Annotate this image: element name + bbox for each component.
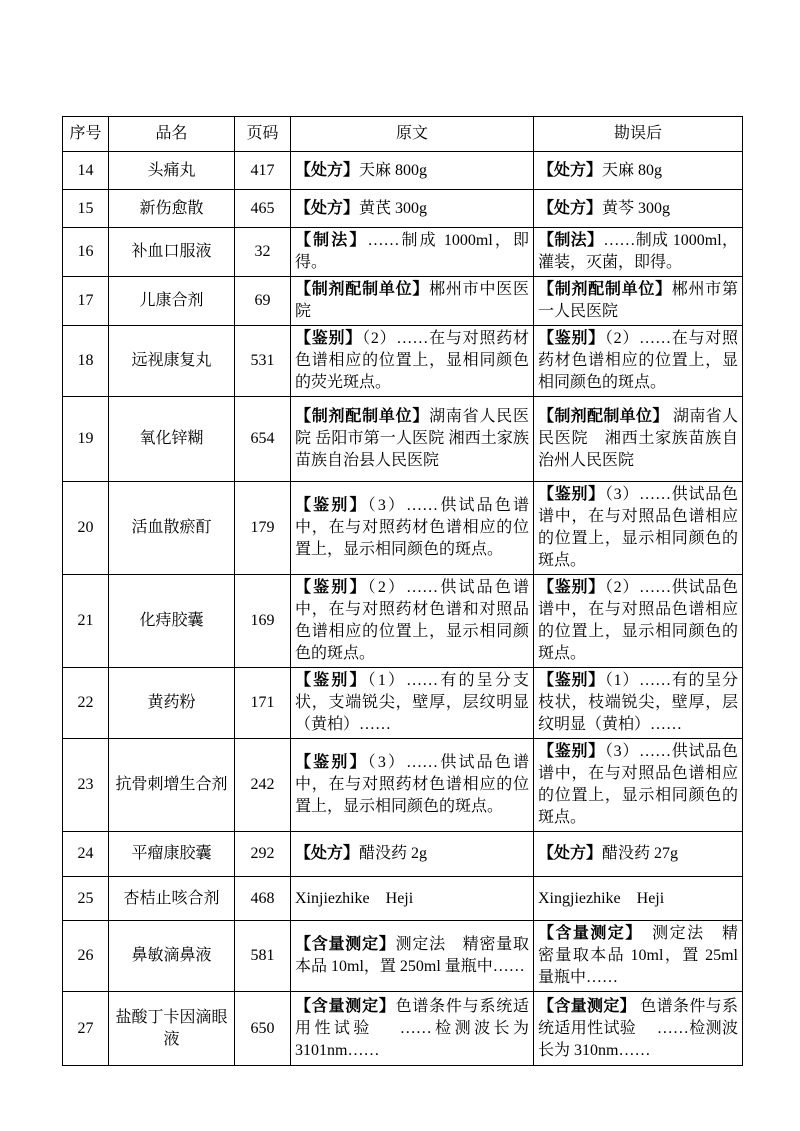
section-tag: 【制法】 — [538, 232, 604, 249]
corrected-text-cell — [534, 190, 743, 228]
original-text-cell — [291, 326, 534, 397]
page-number: 242 — [250, 776, 275, 793]
product-name-cell — [109, 668, 235, 739]
row-index-cell — [63, 921, 109, 992]
table-row — [63, 397, 743, 482]
corrected-text-cell — [534, 277, 743, 326]
row-index-cell — [63, 739, 109, 832]
original-text-cell — [291, 832, 534, 877]
original-text-cell — [291, 877, 534, 921]
original-text: 郴州市中医医院 — [295, 281, 529, 320]
product-name-cell — [109, 575, 235, 668]
product-name-cell — [109, 992, 235, 1066]
page-number: 465 — [250, 199, 275, 217]
corrected-text-cell — [534, 397, 743, 482]
section-tag: 【鉴别】 — [538, 743, 605, 760]
page-number-cell — [235, 326, 291, 397]
section-tag: 【鉴别】 — [538, 579, 605, 596]
corrected-text-cell — [534, 832, 743, 877]
errata-table — [62, 116, 743, 1066]
page-number: 654 — [250, 430, 275, 447]
product-name-cell — [109, 277, 235, 326]
corrected-text-cell — [534, 326, 743, 397]
page-number-cell — [235, 992, 291, 1066]
corrected-text: 色谱条件与系统适用性试验 ……检测波长为 310nm…… — [538, 997, 738, 1059]
page-number-cell — [235, 668, 291, 739]
product-name: 儿康合剂 — [139, 292, 204, 309]
section-tag: 【处方】 — [295, 161, 360, 179]
product-name: 新伤愈散 — [139, 199, 204, 217]
original-text: （3）……供试品色谱中，在与对照药材色谱相应的位置上，显示相同颜色的斑点。 — [295, 497, 529, 558]
row-index: 27 — [77, 1019, 94, 1037]
original-text: （2）……在与对照药材色谱相应的位置上，显相同颜色的荧光斑点。 — [295, 330, 529, 391]
product-name: 活血散瘀酊 — [131, 519, 212, 536]
original-text-cell — [291, 575, 534, 668]
column-header-index: 序号 — [63, 117, 109, 152]
page-number: 581 — [250, 947, 275, 964]
corrected-text-cell — [534, 228, 743, 277]
page-number-cell — [235, 152, 291, 190]
row-index-cell — [63, 228, 109, 277]
page-number-cell — [235, 190, 291, 228]
corrected-text-cell — [534, 921, 743, 992]
section-tag: 【含量测定】 — [538, 997, 636, 1015]
original-text: 湖南省人民医院 岳阳市第一人医院 湘西土家族苗族自治县人民医院 — [295, 408, 529, 469]
row-index: 14 — [77, 161, 94, 179]
row-index: 19 — [77, 430, 94, 447]
row-index-cell — [63, 397, 109, 482]
original-text-cell — [291, 190, 534, 228]
original-text: （3）……供试品色谱中，在与对照药材色谱相应的位置上，显示相同颜色的斑点。 — [295, 754, 529, 815]
row-index: 26 — [77, 947, 94, 964]
corrected-text-cell — [534, 668, 743, 739]
section-tag: 【含量测定】 — [295, 997, 396, 1015]
page-number-cell — [235, 228, 291, 277]
product-name-cell — [109, 152, 235, 190]
original-text-cell — [291, 152, 534, 190]
table-row — [63, 575, 743, 668]
column-header-original: 原文 — [291, 117, 534, 152]
original-text-cell — [291, 397, 534, 482]
table-row — [63, 668, 743, 739]
header-row — [63, 117, 743, 152]
table-row — [63, 326, 743, 397]
product-name: 远视康复丸 — [131, 352, 212, 369]
original-text: 天麻 800g — [359, 161, 428, 179]
section-tag: 【鉴别】 — [295, 579, 368, 596]
page-number: 417 — [250, 161, 275, 179]
table-row — [63, 832, 743, 877]
section-tag: 【处方】 — [295, 845, 360, 862]
original-text-cell — [291, 992, 534, 1066]
corrected-text-cell — [534, 482, 743, 575]
product-name-cell — [109, 877, 235, 921]
product-name: 头痛丸 — [147, 161, 196, 179]
section-tag: 【含量测定】 — [538, 925, 635, 942]
original-text-cell — [291, 668, 534, 739]
table-row — [63, 921, 743, 992]
corrected-text: 天麻 80g — [602, 161, 663, 179]
row-index: 23 — [77, 776, 94, 793]
column-header-corrected: 勘误后 — [534, 117, 743, 152]
page-number: 32 — [254, 243, 271, 260]
section-tag: 【鉴别】 — [538, 672, 605, 689]
product-name: 抗骨刺增生合剂 — [115, 776, 228, 793]
product-name-cell — [109, 190, 235, 228]
section-tag: 【鉴别】 — [295, 754, 368, 771]
product-name: 黄药粉 — [147, 694, 196, 711]
section-tag: 【处方】 — [538, 161, 603, 179]
product-name: 氧化锌糊 — [139, 430, 204, 447]
page-number: 179 — [250, 519, 275, 536]
corrected-text: 黄芩 300g — [602, 199, 671, 217]
original-text: （2）……供试品色谱中，在与对照药材色谱和对照品色谱相应的位置上，显示相同颜色的斑点。 — [295, 579, 529, 662]
column-header-name: 品名 — [109, 117, 235, 152]
original-text: Xinjiezhike Heji — [295, 889, 414, 907]
page-number-cell — [235, 575, 291, 668]
row-index-cell — [63, 877, 109, 921]
product-name-cell — [109, 326, 235, 397]
row-index: 22 — [77, 694, 94, 711]
row-index-cell — [63, 575, 109, 668]
corrected-text: Xingjiezhike Heji — [538, 889, 665, 907]
page-number: 169 — [250, 612, 275, 629]
row-index-cell — [63, 482, 109, 575]
row-index-cell — [63, 277, 109, 326]
page-number-cell — [235, 739, 291, 832]
product-name: 化痔胶囊 — [139, 612, 204, 629]
section-tag: 【处方】 — [538, 845, 603, 862]
page-number: 531 — [250, 352, 275, 369]
product-name: 盐酸丁卡因滴眼液 — [115, 1008, 228, 1048]
row-index: 17 — [77, 292, 94, 309]
row-index: 24 — [77, 845, 94, 862]
page-number: 292 — [250, 845, 275, 862]
table-row — [63, 190, 743, 228]
row-index: 15 — [77, 199, 94, 217]
original-text: （1）……有的呈分支状，支端锐尖，壁厚，层纹明显（黄柏）…… — [295, 672, 529, 733]
product-name-cell — [109, 482, 235, 575]
section-tag: 【处方】 — [538, 199, 603, 217]
corrected-text: ……制成 1000ml，灌装，灭菌，即得。 — [538, 232, 738, 271]
corrected-text-cell — [534, 992, 743, 1066]
corrected-text-cell — [534, 575, 743, 668]
table-row — [63, 277, 743, 326]
corrected-text-cell — [534, 877, 743, 921]
row-index: 25 — [77, 889, 94, 907]
corrected-text: （1）……有的呈分枝状，枝端锐尖，壁厚，层纹明显（黄柏）…… — [538, 672, 738, 733]
corrected-text: 醋没药 27g — [602, 845, 679, 862]
product-name: 鼻敏滴鼻液 — [131, 947, 212, 964]
row-index: 21 — [77, 612, 94, 629]
table-row — [63, 482, 743, 575]
corrected-text-cell — [534, 152, 743, 190]
original-text-cell — [291, 482, 534, 575]
corrected-text: （2）……供试品色谱中，在与对照品色谱相应的位置上，显示相同颜色的斑点。 — [538, 579, 738, 662]
column-header-page: 页码 — [235, 117, 291, 152]
product-name-cell — [109, 739, 235, 832]
row-index-cell — [63, 668, 109, 739]
original-text: 醋没药 2g — [359, 845, 428, 862]
section-tag: 【处方】 — [295, 199, 360, 217]
section-tag: 【鉴别】 — [538, 486, 605, 503]
corrected-text-cell — [534, 739, 743, 832]
table-row — [63, 992, 743, 1066]
original-text: 色谱条件与系统适用性试验 ……检测波长为 3101nm…… — [295, 997, 529, 1059]
section-tag: 【制法】 — [295, 232, 368, 249]
original-text-cell — [291, 228, 534, 277]
row-index: 20 — [77, 519, 94, 536]
product-name-cell — [109, 228, 235, 277]
row-index: 16 — [77, 243, 94, 260]
row-index-cell — [63, 326, 109, 397]
original-text: 测定法 精密量取本品 10ml，置 250ml 量瓶中…… — [295, 936, 529, 975]
original-text: ……制成 1000ml，即得。 — [295, 232, 529, 271]
page-number: 171 — [250, 694, 275, 711]
page-number-cell — [235, 921, 291, 992]
corrected-text: （3）……供试品色谱中，在与对照品色谱相应的位置上，显示相同颜色的斑点。 — [538, 743, 738, 826]
product-name: 补血口服液 — [131, 243, 212, 260]
section-tag: 【含量测定】 — [295, 936, 396, 953]
page-number-cell — [235, 832, 291, 877]
row-index-cell — [63, 832, 109, 877]
section-tag: 【鉴别】 — [295, 330, 363, 347]
row-index-cell — [63, 190, 109, 228]
page-number: 468 — [250, 889, 275, 907]
corrected-text: （3）……供试品色谱中，在与对照品色谱相应的位置上，显示相同颜色的斑点。 — [538, 486, 738, 569]
row-index-cell — [63, 992, 109, 1066]
table-row — [63, 877, 743, 921]
page-number-cell — [235, 397, 291, 482]
page-number: 650 — [250, 1019, 275, 1037]
section-tag: 【制剂配制单位】 — [295, 281, 430, 298]
product-name: 平瘤康胶囊 — [131, 845, 212, 862]
original-text-cell — [291, 921, 534, 992]
product-name-cell — [109, 397, 235, 482]
page-number-cell — [235, 277, 291, 326]
row-index: 18 — [77, 352, 94, 369]
original-text-cell — [291, 739, 534, 832]
section-tag: 【制剂配制单位】 — [295, 408, 430, 425]
original-text: 黄芪 300g — [359, 199, 428, 217]
section-tag: 【鉴别】 — [295, 672, 368, 689]
section-tag: 【制剂配制单位】 — [538, 281, 672, 298]
product-name: 杏桔止咳合剂 — [123, 889, 220, 907]
page-number-cell — [235, 877, 291, 921]
section-tag: 【制剂配制单位】 — [538, 408, 669, 425]
section-tag: 【鉴别】 — [538, 330, 605, 347]
table-row — [63, 739, 743, 832]
corrected-text: 测定法 精密量取本品 10ml，置 25ml 量瓶中…… — [538, 925, 738, 986]
corrected-text: 郴州市第一人民医院 — [538, 281, 738, 320]
product-name-cell — [109, 832, 235, 877]
section-tag: 【鉴别】 — [295, 497, 368, 514]
corrected-text: （2）……在与对照药材色谱相应的位置上，显相同颜色的斑点。 — [538, 330, 738, 391]
table-row — [63, 152, 743, 190]
corrected-text: 湖南省人民医院 湘西土家族苗族自治州人民医院 — [538, 408, 738, 469]
product-name-cell — [109, 921, 235, 992]
original-text-cell — [291, 277, 534, 326]
page-number-cell — [235, 482, 291, 575]
page-number: 69 — [254, 292, 271, 309]
row-index-cell — [63, 152, 109, 190]
table-row — [63, 228, 743, 277]
